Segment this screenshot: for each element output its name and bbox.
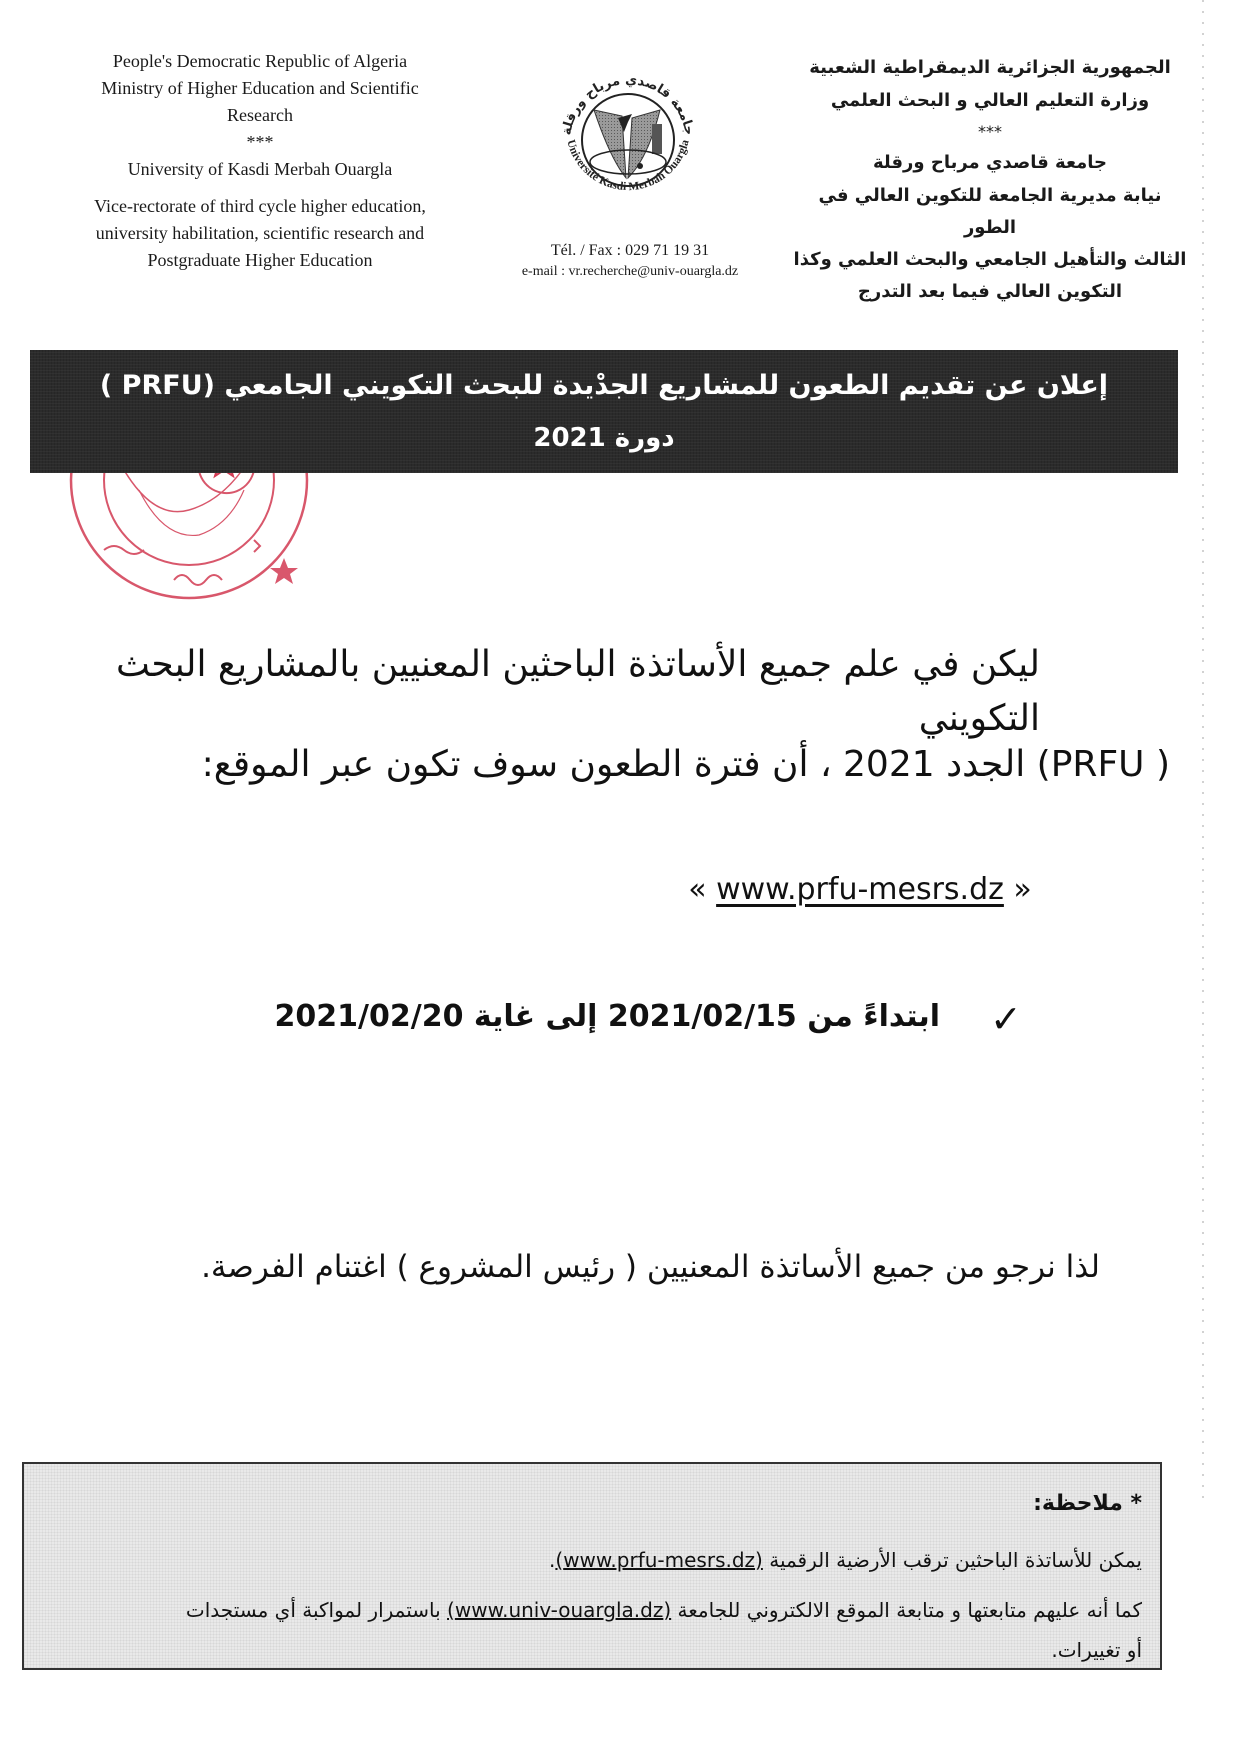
announcement-banner [30, 350, 1178, 473]
note-line-1 [549, 1542, 1142, 1578]
country-name-ar: الجمهورية الجزائرية الديمقراطية الشعبية [809, 57, 1171, 78]
department-en-1: Vice-rectorate of third cycle higher education, [94, 196, 426, 216]
separator-stars-en: *** [246, 132, 274, 152]
department-ar-1: نيابة مديرية الجامعة للتكوين العالي في الطور [818, 185, 1162, 238]
closing-paragraph: لذا نرجو من جميع الأساتذة المعنيين ( رئيس المشروع ) اغتنام الفرصة. [201, 1249, 1100, 1285]
university-logo [548, 58, 708, 218]
announcement-session: دورة 2021 [533, 423, 675, 453]
appeal-period-dates: ابتداءً من 2021/02/15 إلى غاية 2021/02/20 [274, 999, 940, 1034]
appeal-website [640, 870, 1080, 910]
ministry-name-en-1: Ministry of Higher Education and Scientific [101, 78, 419, 98]
note-line-1-text: يمكن للأساتذة الباحثين ترقب الأرضية الرقمية [762, 1548, 1142, 1572]
quote-close: » [1003, 872, 1032, 907]
note-line-2-text-b: باستمرار لمواكبة أي مستجدات [185, 1598, 448, 1622]
prfu-website-link[interactable]: www.prfu-mesrs.dz [716, 872, 1004, 907]
svg-text:جامعة قاصدي مرباح ورقلة: جامعة قاصدي مرباح ورقلة [559, 72, 697, 137]
spacer [60, 183, 460, 193]
header-english [60, 48, 460, 274]
department-en-3: Postgraduate Higher Education [147, 250, 373, 270]
department-en-2: university habilitation, scientific research and [95, 223, 425, 243]
note-line-2 [186, 1592, 1142, 1628]
scan-edge-artifact [1202, 0, 1204, 1500]
prfu-platform-link[interactable]: (www.prfu-mesrs.dz) [555, 1548, 763, 1572]
country-name-en: People's Democratic Republic of Algeria [112, 51, 408, 71]
university-name-ar: جامعة قاصدي مرباح ورقلة [872, 152, 1108, 173]
body-paragraph-line-1: ليكن في علم جميع الأساتذة الباحثين المعنيين بالمشاريع البحث التكويني [116, 644, 1040, 739]
header-arabic [790, 52, 1190, 308]
university-website-link[interactable]: (www.univ-ouargla.dz) [447, 1598, 672, 1622]
phone-fax: Tél. / Fax : 029 71 19 31 [550, 242, 710, 259]
body-paragraph-line-2: ( PRFU) الجدد 2021 ، أن فترة الطعون سوف تكون عبر الموقع: [201, 744, 1170, 785]
note-line-3: أو تغييرات. [1051, 1638, 1142, 1662]
note-line-2-text-a: كما أنه عليهم متابعتها و متابعة الموقع الالكتروني للجامعة [671, 1598, 1142, 1622]
contact-info [470, 240, 790, 282]
email-address: e-mail : vr.recherche@univ-ouargla.dz [521, 264, 739, 279]
department-ar-2: الثالث والتأهيل الجامعي والبحث العلمي وكذا [793, 249, 1187, 270]
note-label: * ملاحظة: [1033, 1491, 1142, 1516]
ministry-name-en-2: Research [227, 105, 293, 125]
university-name-en: University of Kasdi Merbah Ouargla [127, 159, 393, 179]
note-box [22, 1462, 1162, 1670]
department-ar-3: التكوين العالي فيما بعد التدرج [857, 281, 1123, 302]
note-line-1-end: . [549, 1548, 556, 1572]
quote-open: « [688, 872, 717, 907]
svg-text:Université Kasdi Merbah Ouargl: Université Kasdi Merbah Ouargla [564, 138, 692, 194]
announcement-title: إعلان عن تقديم الطعون للمشاريع الجدْيدة للبحث التكويني الجامعي (PRFU ) [99, 370, 1109, 401]
checkmark-icon: ✓ [990, 997, 1022, 1041]
ministry-name-ar: وزارة التعليم العالي و البحث العلمي [830, 90, 1150, 111]
separator-stars-ar: *** [978, 122, 1002, 141]
university-logo-icon [548, 58, 708, 218]
